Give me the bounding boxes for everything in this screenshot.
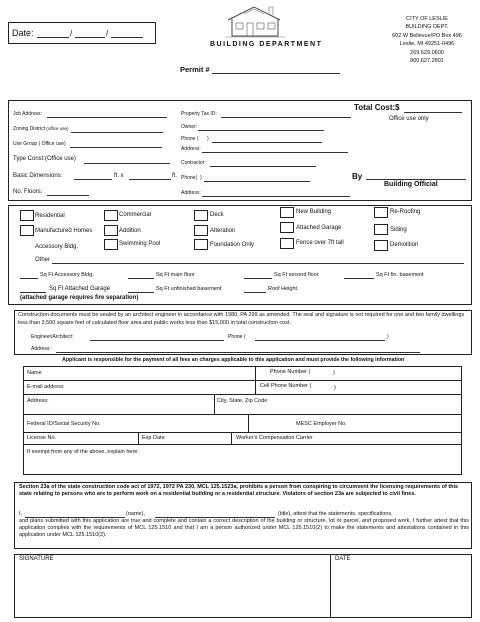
foundation-only-label: Foundation Only [210, 242, 255, 248]
signature-box [14, 554, 472, 618]
re-roofing-label: Re-Roofing [390, 209, 421, 215]
department-title: BUILDING DEPARTMENT [210, 41, 323, 48]
applicant-phone-close: ) [333, 370, 335, 376]
total-cost-label: Total Cost:$ [354, 103, 400, 112]
demolition-label: Demolition [390, 242, 419, 248]
residential-checkbox[interactable] [20, 210, 34, 221]
permit-number-field[interactable] [212, 73, 340, 74]
fence-label: Fence over 7ft tall [296, 240, 344, 246]
attached-garage-checkbox[interactable] [280, 222, 294, 233]
basic-dims-label: Basic Dimensions: [13, 173, 63, 179]
garage-sqft-label: Sq Ft Attached Garage [49, 286, 111, 292]
zoning-text: Zoning District: [13, 126, 47, 132]
owner-field[interactable] [198, 130, 324, 131]
engineer-phone-close: ) [387, 334, 389, 340]
deck-checkbox[interactable] [194, 210, 208, 221]
zoning-label [13, 126, 69, 132]
row-divider [23, 414, 462, 415]
attestation-text: and plans submitted with this application are true and complete and contain a correct description of the building or structure, lot or parcel, and proposed work. I further attest that this application complies with the requirements of MCL 125.1510 and that I am a person authorized under MCL 125.1510(2) to make the statements and attestations contained in this application under MCL 125.1510(2). [19, 518, 469, 539]
attached-garage-label: Attached Garage [296, 225, 342, 231]
contractor-address-label: Address: [181, 190, 201, 196]
attest-i-label: I, [19, 511, 23, 517]
department-address [380, 15, 474, 65]
col-divider [214, 394, 215, 414]
deck-label: Deck [210, 212, 224, 218]
building-logo [224, 4, 286, 38]
permit-label: Permit # [180, 65, 210, 74]
second-floor-sqft-label: Sq Ft second floor [274, 272, 319, 278]
swimming-pool-checkbox[interactable] [104, 239, 118, 250]
owner-address-label: Address: [181, 146, 201, 152]
contractor-field[interactable] [210, 166, 316, 167]
address-line: 800.627.2801 [410, 58, 444, 65]
workers-comp-label[interactable]: Worker's Compensation Carrier [236, 435, 313, 441]
demolition-checkbox[interactable] [374, 240, 388, 251]
owner-address-field[interactable] [202, 152, 348, 153]
row-divider [23, 444, 462, 445]
job-address-label: Job Address: [13, 111, 42, 117]
swimming-pool-label: Swimming Pool [119, 241, 161, 247]
alteration-checkbox[interactable] [194, 225, 208, 236]
siding-checkbox[interactable] [374, 224, 388, 235]
applicant-name-label[interactable]: Name [27, 370, 42, 376]
engineer-phone-field[interactable] [255, 340, 385, 341]
garage-sqft-field[interactable] [20, 292, 46, 293]
applicant-email-label[interactable]: E-mail address [27, 384, 64, 390]
contractor-phone-label: Phone( [181, 175, 198, 181]
new-building-checkbox[interactable] [280, 207, 294, 218]
engineer-address-label: Address: [31, 346, 51, 352]
address-line: Leslie, MI 49251-0496 [399, 41, 455, 48]
fin-basement-sqft-field[interactable] [344, 278, 374, 279]
contractor-address-field[interactable] [202, 196, 350, 197]
applicant-city-label[interactable]: City, State, Zip Code [217, 398, 268, 404]
engineer-field[interactable] [90, 340, 224, 341]
engineer-phone-label: Phone ( [228, 334, 246, 340]
tax-id-field[interactable] [221, 117, 351, 118]
applicant-cell-close: ) [334, 385, 336, 391]
alteration-label: Alteration [210, 228, 236, 234]
contractor-phone-field[interactable] [204, 181, 310, 182]
section-23a-text: Section 23a of the state construction code act of 1972, 1972 PA 230, MCL 125.1523a, prohibits a person from conspiring to circumvent the licensing requirements of this state relating to persons who are to perform work on a residential building or a residential structure. Violators of section 23a are subjected to civil fines. [19, 484, 459, 498]
contractor-phone-close: ) [200, 175, 202, 181]
ft-x-label: ft. x [114, 173, 124, 179]
date-slash-1: / [70, 29, 73, 38]
zoning-field[interactable] [71, 132, 163, 133]
commercial-label: Commercial [119, 212, 152, 218]
contractor-label: Contractor: [181, 160, 206, 166]
applicant-phone-label[interactable]: Phone Number ( [270, 369, 311, 375]
type-const-text: Type Const: [13, 156, 46, 162]
signature-label[interactable]: SIGNATURE [19, 556, 54, 562]
garage-fire-note: (attached garage requires fire separation) [20, 295, 139, 301]
zoning-note: (office use) [46, 126, 69, 131]
col-divider [231, 432, 232, 444]
floors-field[interactable] [47, 195, 89, 196]
exp-date-label[interactable]: Exp Date [142, 435, 165, 441]
fed-id-label[interactable]: Federal ID/Social Security No. [27, 421, 101, 427]
roof-height-label: Roof Height [268, 286, 298, 292]
exempt-label[interactable]: If exempt from any of the above, explain here: [27, 449, 139, 455]
address-line: 269.629.0600 [410, 49, 444, 56]
signature-date-label[interactable]: DATE [335, 556, 351, 562]
building-official-label: Building Official [384, 181, 438, 188]
second-floor-sqft-field[interactable] [244, 278, 272, 279]
re-roofing-checkbox[interactable] [374, 207, 388, 218]
unfinished-basement-sqft-label: Sq Ft unfinished basement [156, 286, 222, 292]
owner-phone-field[interactable] [212, 142, 322, 143]
type-const-note: (Office use) [45, 156, 76, 162]
col-divider [138, 432, 139, 444]
applicant-address-label[interactable]: Address: [27, 398, 49, 404]
office-use-only-label: Office use only [389, 116, 429, 122]
date-label: Date: [12, 28, 34, 38]
tax-id-label: Property Tax ID: [181, 111, 217, 117]
commercial-checkbox[interactable] [104, 210, 118, 221]
address-line: CITY OF LESLIE [406, 16, 448, 22]
unfinished-basement-sqft-field[interactable] [128, 292, 154, 293]
col-divider [255, 366, 256, 394]
accessory-sqft-field[interactable] [20, 278, 38, 279]
manufactured-homes-checkbox[interactable] [20, 225, 34, 236]
fence-checkbox[interactable] [280, 238, 294, 249]
ft-label: ft. [172, 173, 178, 179]
accessory-bldg-label: Accessory Bldg. [35, 244, 79, 250]
engineer-label: Engineer/Architect: [31, 334, 74, 340]
main-floor-sqft-label: Sq Ft main floor [156, 272, 195, 278]
type-const-label [13, 156, 76, 162]
accessory-sqft-label: Sq Ft Accessory Bldg. [40, 272, 94, 278]
owner-phone-close: ) [207, 136, 209, 142]
applicant-cell-label[interactable]: Cell Phone Number ( [260, 383, 312, 389]
addition-checkbox[interactable] [104, 225, 118, 236]
roof-height-field[interactable] [244, 292, 266, 293]
fin-basement-sqft-label: Sq Ft fin. basement [376, 272, 424, 278]
owner-phone-label: Phone ( [181, 136, 199, 142]
by-label: By [352, 172, 363, 181]
address-line: BUILDING DEPT. [405, 24, 449, 31]
dims-width-field[interactable] [74, 179, 112, 180]
license-label[interactable]: License No. [27, 435, 57, 441]
date-day-field[interactable] [75, 37, 105, 38]
new-building-label: New Building [296, 209, 332, 215]
foundation-only-checkbox[interactable] [194, 239, 208, 250]
total-cost-field[interactable] [404, 112, 462, 113]
col-divider [248, 414, 249, 432]
use-group-label: Use Group ( Office use) [13, 141, 66, 147]
date-slash-2: / [106, 29, 109, 38]
manufactured-homes-label: Manufactured Homes [35, 228, 93, 234]
architect-text: Construction documents must be sealed by an architect engineer in accordance with 1980, PA 299 as amended. The seal and signature is not required for one and two family dwellings less than 3,500 square feet of calculated floor area and public works less than $15,000 in total construction cost. [18, 312, 465, 326]
owner-label: Owner: [181, 124, 198, 130]
addition-label: Addition [119, 228, 141, 234]
job-address-field[interactable] [47, 117, 167, 118]
attest-name-label: (name), [126, 511, 145, 517]
applicant-notice: Applicant is responsible for the payment of all fees an charges applicable to this application and must provide the following information [62, 357, 405, 363]
other-field[interactable] [52, 263, 464, 264]
type-const-field[interactable] [84, 163, 170, 164]
residential-label: Residential [35, 213, 65, 219]
address-line: 602 W Bellevue/PO Box 496 [392, 32, 462, 39]
building-official-field[interactable] [366, 179, 466, 180]
use-group-field[interactable] [70, 147, 162, 148]
row-divider [23, 380, 462, 381]
main-floor-sqft-field[interactable] [128, 278, 154, 279]
row-divider [23, 394, 462, 395]
row-divider [23, 432, 462, 433]
floors-label: No. Floors: [13, 189, 43, 195]
siding-label: Siding [390, 227, 407, 233]
date-year-field[interactable] [111, 37, 143, 38]
dims-length-field[interactable] [129, 179, 171, 180]
other-label: Other [35, 257, 51, 263]
signature-divider [330, 554, 331, 618]
mesc-label[interactable]: MESC Employer No. [296, 421, 347, 427]
attest-title-label: (title), attest that the statements, specifications, [278, 511, 393, 517]
engineer-address-field[interactable] [56, 352, 420, 353]
date-month-field[interactable] [37, 37, 69, 38]
